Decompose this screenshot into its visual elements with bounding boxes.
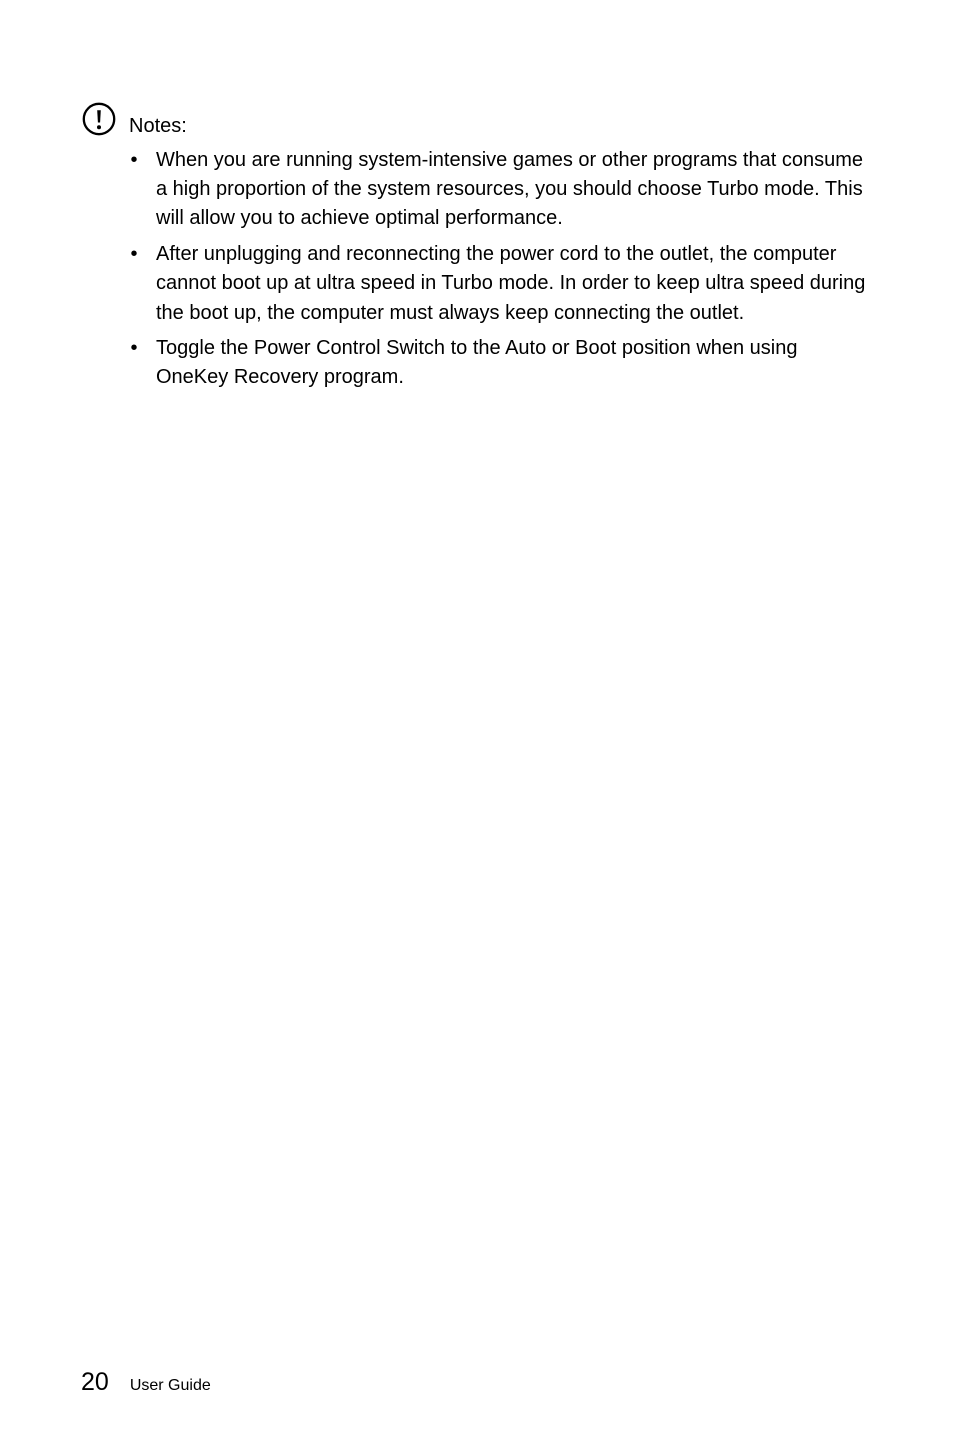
notes-list <box>128 146 868 399</box>
note-power-cord-reconnect <box>128 240 868 328</box>
footer-title: User Guide <box>129 1377 211 1394</box>
exclamation-circle-icon <box>82 102 116 136</box>
note-onekey-recovery-switch <box>128 334 868 392</box>
bullet-icon: • <box>130 337 138 360</box>
note-turbo-mode-performance <box>128 146 868 234</box>
note-text-before: Toggle the Power Control Switch to the Auto or Boot position when using <box>156 337 798 360</box>
bullet-icon: • <box>130 243 138 266</box>
bullet-icon: • <box>130 149 138 171</box>
note-text-after: program. <box>318 366 404 389</box>
product-name: OneKey Recovery <box>156 366 319 389</box>
note-text: After unplugging and reconnecting the power cord to the outlet, the computer cannot boot up at ultra speed in Turbo mode. In order to keep ultra speed during the boot up, the computer must always keep connecting the outlet. <box>156 243 866 324</box>
note-text: When you are running system-intensive games or other programs that consume a high proportion of the system resources, you should choose Turbo mode. This will allow you to achieve optimal performance. <box>156 149 864 230</box>
page-number: 20 <box>81 1368 109 1396</box>
notes-heading: Notes: <box>129 115 187 137</box>
page-footer <box>81 1367 211 1397</box>
